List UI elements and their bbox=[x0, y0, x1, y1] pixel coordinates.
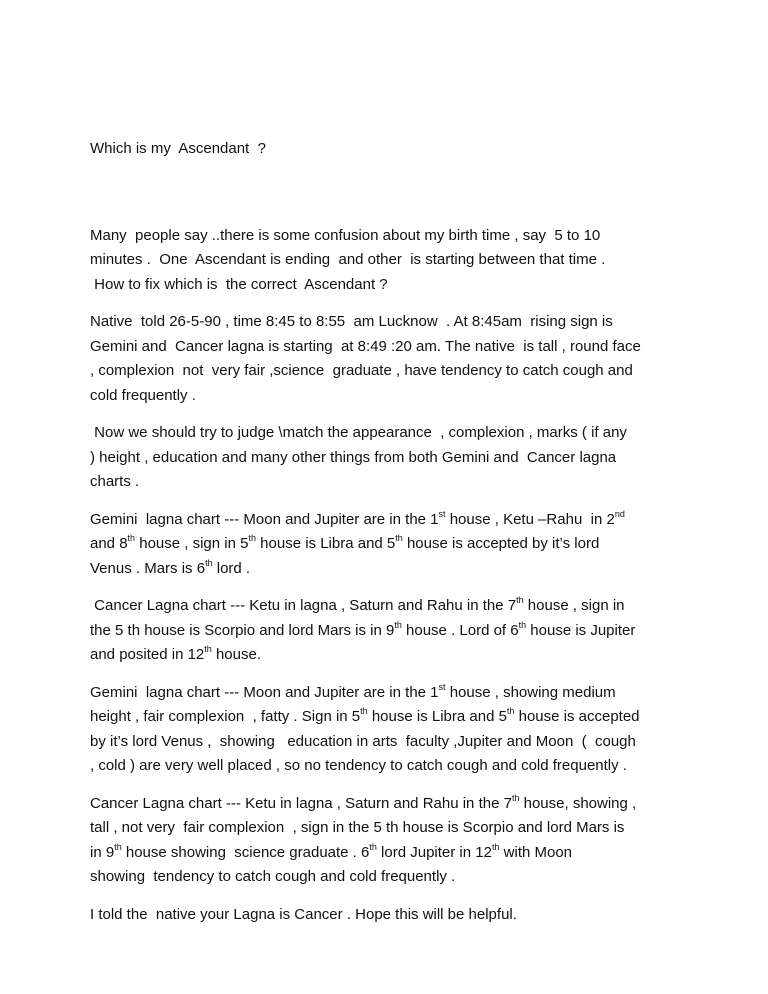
paragraph-text: and 8 bbox=[90, 535, 128, 552]
ordinal-superscript: th bbox=[248, 533, 256, 543]
paragraph bbox=[90, 224, 690, 298]
ordinal-superscript: th bbox=[394, 619, 402, 630]
ordinal-superscript: th bbox=[205, 557, 213, 568]
paragraph bbox=[90, 421, 690, 495]
paragraph-text: I told the native your Lagna is Cancer . Hope this will be helpful. bbox=[90, 905, 517, 923]
paragraph-text: Native told 26-5-90 , time 8:45 to 8:55 am Lucknow . At 8:45am rising sign is Gemini and Cancer lagna is starting at 8:49 :20 am. The native is tall , round face , complexion not very fair ,science graduate , have tendency to catch cough and cold frequently . bbox=[90, 313, 641, 404]
ordinal-superscript: nd bbox=[614, 508, 625, 519]
ordinal-superscript: th bbox=[395, 533, 403, 543]
paragraph-text: house is Libra and 5 bbox=[367, 708, 507, 725]
paragraph-text: lord Jupiter in 12 bbox=[376, 843, 492, 861]
paragraph-text: Gemini lagna chart --- Moon and Jupiter are in the 1 bbox=[90, 683, 439, 701]
paragraph bbox=[90, 903, 690, 928]
paragraph-text: house. bbox=[211, 646, 261, 663]
paragraph-text: house is accepted by it’s lord Venus , showing education in arts faculty ,Jupiter and Moon ( cough , cold ) are very well placed , so no tendency to catch cough and cold frequently . bbox=[90, 708, 640, 774]
paragraph-text: house, showing , tall , not very fair complexion , sign in the 5 th house is Scorpio and lord Mars is in 9 bbox=[90, 794, 637, 861]
paragraph-text: Cancer Lagna chart --- Ketu in lagna , Saturn and Rahu in the 7 bbox=[90, 794, 512, 812]
ordinal-superscript: th bbox=[369, 841, 377, 852]
ordinal-superscript: st bbox=[438, 681, 446, 692]
paragraph-text: Gemini lagna chart --- Moon and Jupiter are in the 1 bbox=[90, 510, 439, 528]
ordinal-superscript: st bbox=[438, 508, 446, 519]
ordinal-superscript: th bbox=[114, 841, 122, 852]
ordinal-superscript: th bbox=[516, 595, 524, 605]
paragraph-text: house showing science graduate . 6 bbox=[121, 843, 370, 861]
paragraph-text: Cancer Lagna chart --- Ketu in lagna , Saturn and Rahu in the 7 bbox=[90, 597, 517, 614]
paragraph bbox=[90, 792, 690, 890]
ordinal-superscript: th bbox=[511, 792, 520, 803]
paragraph bbox=[90, 681, 690, 779]
document-page bbox=[90, 88, 690, 965]
ordinal-superscript: th bbox=[506, 706, 515, 716]
ordinal-superscript: th bbox=[360, 706, 368, 716]
ordinal-superscript: th bbox=[491, 841, 500, 852]
paragraph-text: with Moon showing tendency to catch cough and cold frequently . bbox=[90, 843, 573, 885]
paragraph-text: lord . bbox=[212, 559, 251, 577]
paragraph-text: house , showing medium height , fair complexion , fatty . Sign in 5 bbox=[90, 683, 616, 725]
paragraph-text: house . Lord of 6 bbox=[401, 621, 519, 639]
paragraph-text: Many people say ..there is some confusion about my birth time , say 5 to 10 minutes . One Ascendant is ending and other is starting between that time . How to fix which is the correct Ascendant ? bbox=[90, 226, 606, 293]
paragraph-text: house , sign in 5 bbox=[135, 535, 249, 552]
paragraph bbox=[90, 310, 690, 408]
paragraph-text: house , sign in the 5 th house is Scorpio and lord Mars is in 9 bbox=[90, 597, 625, 639]
paragraph-text: house is accepted by it’s lord Venus . Mars is 6 bbox=[90, 535, 600, 577]
paragraph-text: Now we should try to judge \match the appearance , complexion , marks ( if any ) height , education and many other things from both Gemini and Cancer lagna charts . bbox=[90, 424, 627, 490]
paragraph bbox=[90, 594, 690, 668]
paragraph-text: house , Ketu –Rahu in 2 bbox=[445, 510, 615, 528]
ordinal-superscript: th bbox=[204, 644, 212, 654]
document-title: Which is my Ascendant ? bbox=[90, 140, 266, 157]
ordinal-superscript: th bbox=[518, 619, 527, 630]
ordinal-superscript: th bbox=[127, 533, 136, 543]
paragraph bbox=[90, 508, 690, 582]
document-body bbox=[90, 224, 690, 928]
paragraph-text: house is Libra and 5 bbox=[256, 535, 396, 552]
paragraph-text: house is Jupiter and posited in 12 bbox=[90, 621, 636, 663]
